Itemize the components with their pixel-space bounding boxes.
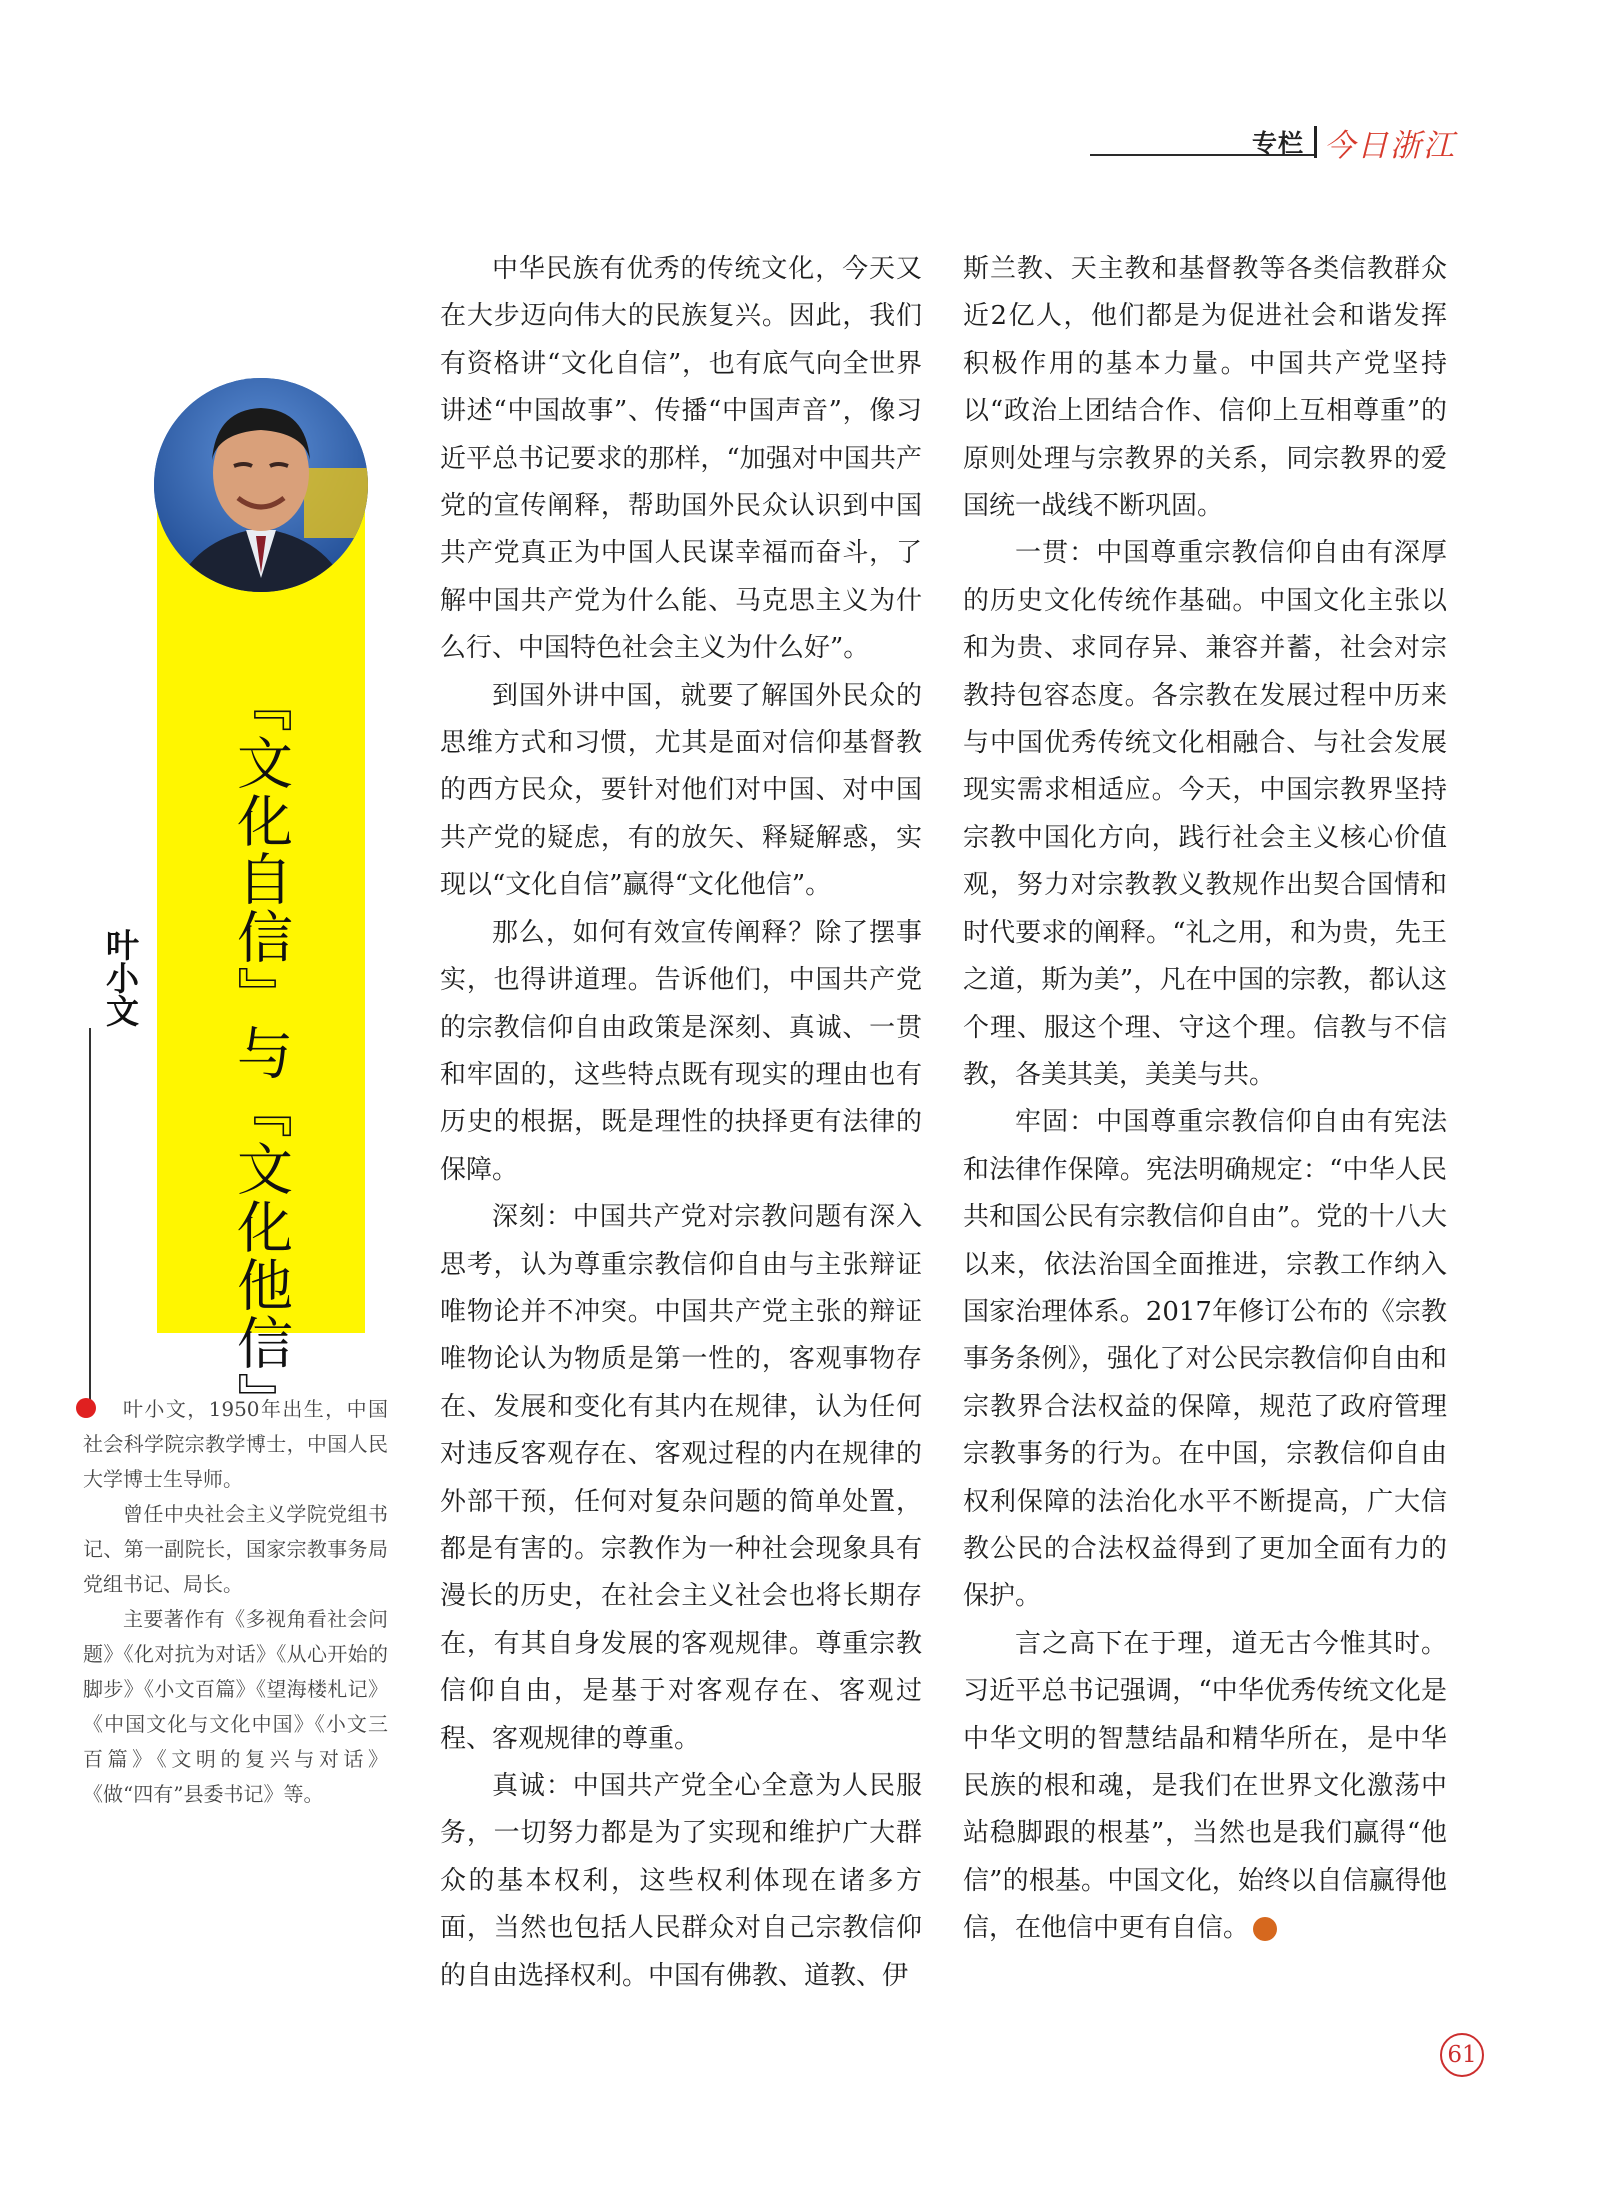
author-photo bbox=[154, 378, 368, 592]
body-column-1 bbox=[440, 246, 922, 2000]
magazine-name: 今日浙江 bbox=[1324, 128, 1456, 164]
body-paragraph: 斯兰教、天主教和基督教等各类信教群众近2亿人，他们都是为促进社会和谐发挥积极作用的基本力量。中国共产党坚持以“政治上团结合作、信仰上互相尊重”的原则处理与宗教界的关系，同宗教界的爱国统一战线不断巩固。 bbox=[963, 254, 1447, 522]
article-title: 『文化自信』与『文化他信』 bbox=[228, 676, 293, 1430]
author-portrait-icon bbox=[154, 378, 368, 592]
body-paragraph: 牢固：中国尊重宗教信仰自由有宪法和法律作保障。宪法明确规定：“中华人民共和国公民有宗教信仰自由”。党的十八大以来，依法治国全面推进，宗教工作纳入国家治理体系。2017年修订公布的《宗教事务条例》，强化了对公民宗教信仰自由和宗教界合法权益的保障，规范了政府管理宗教事务的行为。在中国，宗教信仰自由权利保障的法治化水平不断提高，广大信教公民的合法权益得到了更加全面有力的保护。 bbox=[963, 1107, 1447, 1612]
bio-paragraph: 曾任中央社会主义学院党组书记、第一副院长，国家宗教事务局党组书记、局长。 bbox=[83, 1502, 388, 1596]
body-paragraph: 一贯：中国尊重宗教信仰自由有深厚的历史文化传统作基础。中国文化主张以和为贵、求同存异、兼容并蓄，社会对宗教持包容态度。各宗教在发展过程中历来与中国优秀传统文化相融合、与社会发展现实需求相适应。今天，中国宗教界坚持宗教中国化方向，践行社会主义核心价值观，努力对宗教教义教规作出契合国情和时代要求的阐释。“礼之用，和为贵，先王之道，斯为美”，凡在中国的宗教，都认这个理、服这个理、守这个理。信教与不信教，各美其美，美美与共。 bbox=[963, 538, 1447, 1090]
body-paragraph: 中华民族有优秀的传统文化，今天又在大步迈向伟大的民族复兴。因此，我们有资格讲“文化自信”，也有底气向全世界讲述“中国故事”、传播“中国声音”，像习近平总书记要求的那样，“加强对中国共产党的宣传阐释，帮助国外民众认识到中国共产党真正为中国人民谋幸福而奋斗，了解中国共产党为什么能、马克思主义为什么行、中国特色社会主义为什么好”。 bbox=[440, 254, 922, 664]
author-bio bbox=[83, 1392, 388, 1812]
body-paragraph: 到国外讲中国，就要了解国外民众的思维方式和习惯，尤其是面对信仰基督教的西方民众，要针对他们对中国、对中国共产党的疑虑，有的放矢、释疑解惑，实现以“文化自信”赢得“文化他信”。 bbox=[440, 680, 922, 901]
body-paragraph bbox=[963, 1621, 1447, 1953]
body-paragraph: 真诚：中国共产党全心全意为人民服务，一切努力都是为了实现和维护广大群众的基本权利，这些权利体现在诸多方面，当然也包括人民群众对自己宗教信仰的自由选择权利。中国有佛教、道教、伊 bbox=[440, 1771, 922, 1991]
column-label: 专栏 bbox=[1252, 129, 1305, 158]
author-name: 叶小文 bbox=[101, 928, 140, 1027]
body-column-2 bbox=[963, 246, 1447, 1953]
author-divider-line bbox=[89, 1028, 91, 1408]
body-paragraph: 深刻：中国共产党对宗教问题有深入思考，认为尊重宗教信仰自由与主张辩证唯物论并不冲突。中国共产党主张的辩证唯物论认为物质是第一性的，客观事物存在、发展和变化有其内在规律，认为任何对违反客观存在、客观过程的内在规律的外部干预，任何对复杂问题的简单处置，都是有害的。宗教作为一种社会现象具有漫长的历史，在社会主义社会也将长期存在，有其自身发展的客观规律。尊重宗教信仰自由，是基于对客观存在、客观过程、客观规律的尊重。 bbox=[440, 1202, 922, 1754]
body-paragraph: 那么，如何有效宣传阐释？除了摆事实，也得讲道理。告诉他们，中国共产党的宗教信仰自由政策是深刻、真诚、一贯和牢固的，这些特点既有现实的理由也有历史的根据，既是理性的抉择更有法律的保障。 bbox=[440, 917, 922, 1185]
page-number: 61 bbox=[1440, 2033, 1484, 2077]
bio-paragraph: 主要著作有《多视角看社会问题》《化对抗为对话》《从心开始的脚步》《小文百篇》《望海楼札记》《中国文化与文化中国》《小文三百篇》《文明的复兴与对话》《做“四有”县委书记》等。 bbox=[83, 1607, 388, 1806]
header-divider bbox=[1314, 126, 1317, 158]
bio-paragraph: 叶小文，1950年出生，中国社会科学院宗教学博士，中国人民大学博士生导师。 bbox=[83, 1397, 388, 1491]
end-mark-icon bbox=[1253, 1917, 1277, 1941]
closing-paragraph-text: 言之高下在于理，道无古今惟其时。习近平总书记强调，“中华优秀传统文化是中华文明的智慧结晶和精华所在，是中华民族的根和魂，是我们在世界文化激荡中站稳脚跟的根基”，当然也是我们赢得“他信”的根基。中国文化，始终以自信赢得他信，在他信中更有自信。 bbox=[963, 1628, 1447, 1944]
